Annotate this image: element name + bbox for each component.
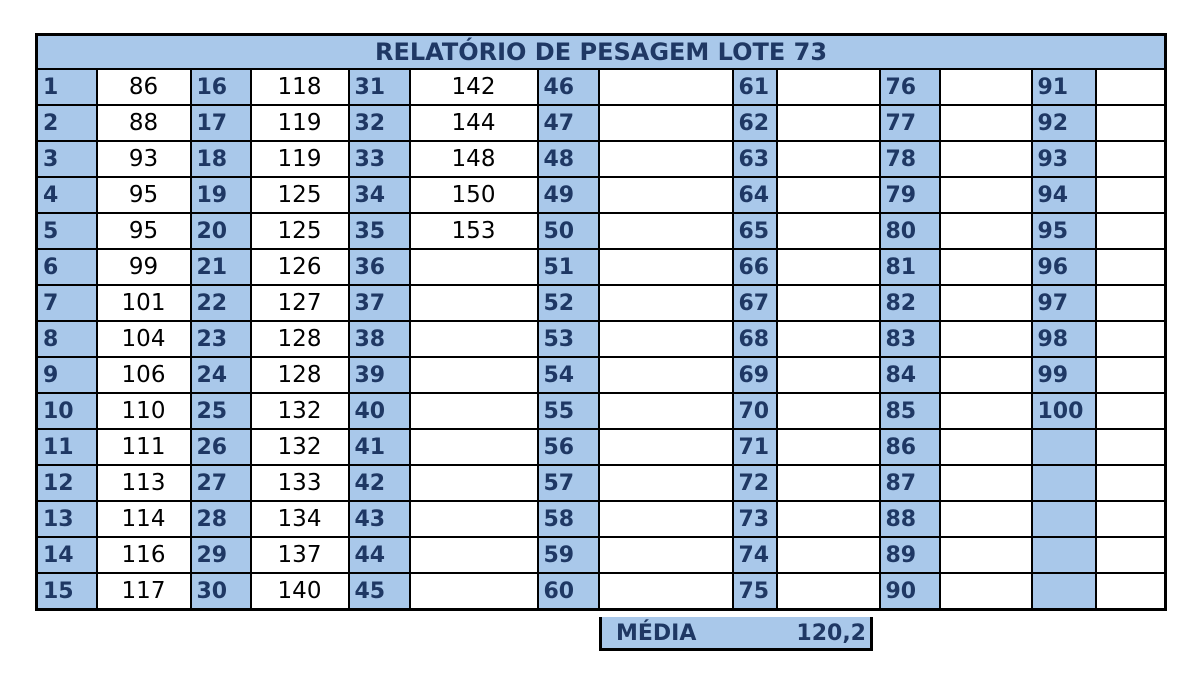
lot-index-cell: 88 xyxy=(880,501,940,537)
weight-cell xyxy=(777,357,880,393)
weight-cell xyxy=(599,501,733,537)
lot-index-cell: 6 xyxy=(37,249,97,285)
weight-cell: 106 xyxy=(97,357,191,393)
weight-cell: 137 xyxy=(251,537,349,573)
weight-cell xyxy=(1096,357,1166,393)
lot-index-cell: 53 xyxy=(538,321,599,357)
lot-index-cell: 1 xyxy=(37,69,97,105)
weight-cell xyxy=(777,213,880,249)
lot-index-cell: 79 xyxy=(880,177,940,213)
table-row xyxy=(37,429,1166,465)
lot-index-cell: 41 xyxy=(349,429,410,465)
weight-cell xyxy=(1096,249,1166,285)
weight-cell: 148 xyxy=(410,141,538,177)
weight-cell xyxy=(1096,105,1166,141)
weight-cell xyxy=(599,69,733,105)
weight-cell: 118 xyxy=(251,69,349,105)
weight-cell xyxy=(1096,501,1166,537)
weight-cell xyxy=(777,69,880,105)
lot-index-cell: 72 xyxy=(733,465,777,501)
weight-cell: 119 xyxy=(251,141,349,177)
table-row xyxy=(37,357,1166,393)
weight-cell xyxy=(599,177,733,213)
weight-cell xyxy=(1096,465,1166,501)
lot-index-cell: 93 xyxy=(1032,141,1096,177)
lot-index-cell: 96 xyxy=(1032,249,1096,285)
weight-cell: 104 xyxy=(97,321,191,357)
lot-index-cell: 50 xyxy=(538,213,599,249)
lot-index-cell: 46 xyxy=(538,69,599,105)
lot-index-cell: 86 xyxy=(880,429,940,465)
weight-cell xyxy=(410,465,538,501)
weight-cell xyxy=(940,69,1032,105)
lot-index-cell: 74 xyxy=(733,537,777,573)
lot-index-cell: 92 xyxy=(1032,105,1096,141)
weight-cell xyxy=(410,357,538,393)
lot-index-cell: 90 xyxy=(880,573,940,610)
lot-index-cell: 22 xyxy=(191,285,251,321)
lot-index-cell: 18 xyxy=(191,141,251,177)
table-row xyxy=(37,537,1166,573)
average-label: MÉDIA xyxy=(616,621,697,646)
weight-cell xyxy=(777,465,880,501)
lot-index-cell: 51 xyxy=(538,249,599,285)
table-row xyxy=(37,141,1166,177)
lot-index-cell: 55 xyxy=(538,393,599,429)
lot-index-cell: 68 xyxy=(733,321,777,357)
lot-index-cell: 11 xyxy=(37,429,97,465)
lot-index-cell: 48 xyxy=(538,141,599,177)
weight-cell xyxy=(1096,69,1166,105)
weight-cell: 150 xyxy=(410,177,538,213)
lot-index-cell: 2 xyxy=(37,105,97,141)
weight-cell xyxy=(940,393,1032,429)
weight-cell xyxy=(1096,321,1166,357)
lot-index-cell: 99 xyxy=(1032,357,1096,393)
lot-index-cell: 80 xyxy=(880,213,940,249)
weight-cell: 114 xyxy=(97,501,191,537)
table-row xyxy=(37,105,1166,141)
lot-index-cell: 38 xyxy=(349,321,410,357)
table-row xyxy=(37,249,1166,285)
lot-index-cell: 61 xyxy=(733,69,777,105)
lot-index-cell: 36 xyxy=(349,249,410,285)
weight-cell: 153 xyxy=(410,213,538,249)
weight-cell xyxy=(1096,141,1166,177)
lot-index-cell: 20 xyxy=(191,213,251,249)
weight-cell: 128 xyxy=(251,321,349,357)
lot-index-cell: 3 xyxy=(37,141,97,177)
weight-cell: 128 xyxy=(251,357,349,393)
weight-cell: 93 xyxy=(97,141,191,177)
table-row xyxy=(37,321,1166,357)
lot-index-cell: 76 xyxy=(880,69,940,105)
lot-index-cell: 21 xyxy=(191,249,251,285)
lot-index-cell: 57 xyxy=(538,465,599,501)
weight-cell xyxy=(940,285,1032,321)
weight-cell xyxy=(777,249,880,285)
lot-index-cell: 8 xyxy=(37,321,97,357)
weight-cell xyxy=(410,393,538,429)
lot-index-cell: 30 xyxy=(191,573,251,610)
lot-index-cell: 77 xyxy=(880,105,940,141)
lot-index-cell: 33 xyxy=(349,141,410,177)
lot-index-cell: 7 xyxy=(37,285,97,321)
lot-index-cell: 89 xyxy=(880,537,940,573)
weight-cell xyxy=(940,249,1032,285)
lot-index-cell xyxy=(1032,537,1096,573)
weight-cell: 95 xyxy=(97,213,191,249)
weight-cell xyxy=(1096,393,1166,429)
lot-index-cell: 52 xyxy=(538,285,599,321)
weight-cell: 134 xyxy=(251,501,349,537)
weight-cell: 101 xyxy=(97,285,191,321)
weight-cell xyxy=(777,537,880,573)
weight-cell xyxy=(599,285,733,321)
weight-cell: 140 xyxy=(251,573,349,610)
weight-cell xyxy=(940,501,1032,537)
lot-index-cell: 87 xyxy=(880,465,940,501)
lot-index-cell: 97 xyxy=(1032,285,1096,321)
weight-cell xyxy=(1096,429,1166,465)
weight-cell xyxy=(940,177,1032,213)
lot-index-cell: 91 xyxy=(1032,69,1096,105)
weight-cell xyxy=(940,537,1032,573)
lot-index-cell: 98 xyxy=(1032,321,1096,357)
weight-cell: 117 xyxy=(97,573,191,610)
weight-cell: 132 xyxy=(251,429,349,465)
table-row xyxy=(37,501,1166,537)
weight-cell xyxy=(1096,537,1166,573)
lot-index-cell: 82 xyxy=(880,285,940,321)
lot-index-cell xyxy=(1032,429,1096,465)
lot-index-cell: 16 xyxy=(191,69,251,105)
weight-cell: 110 xyxy=(97,393,191,429)
lot-index-cell: 10 xyxy=(37,393,97,429)
weight-cell: 86 xyxy=(97,69,191,105)
table-row xyxy=(37,573,1166,610)
lot-index-cell xyxy=(1032,465,1096,501)
weight-cell xyxy=(599,249,733,285)
lot-index-cell: 56 xyxy=(538,429,599,465)
weight-cell xyxy=(1096,177,1166,213)
weight-cell xyxy=(599,213,733,249)
weight-cell: 126 xyxy=(251,249,349,285)
report-title: RELATÓRIO DE PESAGEM LOTE 73 xyxy=(37,35,1166,70)
weight-cell xyxy=(410,285,538,321)
lot-index-cell: 73 xyxy=(733,501,777,537)
weight-cell: 144 xyxy=(410,105,538,141)
weight-cell: 132 xyxy=(251,393,349,429)
weight-cell xyxy=(410,429,538,465)
lot-index-cell: 40 xyxy=(349,393,410,429)
lot-index-cell: 47 xyxy=(538,105,599,141)
lot-index-cell: 39 xyxy=(349,357,410,393)
weight-cell xyxy=(777,501,880,537)
table-row xyxy=(37,393,1166,429)
lot-index-cell: 5 xyxy=(37,213,97,249)
lot-index-cell: 29 xyxy=(191,537,251,573)
weight-cell xyxy=(1096,213,1166,249)
weight-cell: 113 xyxy=(97,465,191,501)
lot-index-cell: 67 xyxy=(733,285,777,321)
lot-index-cell: 23 xyxy=(191,321,251,357)
weight-cell xyxy=(599,321,733,357)
weight-cell: 116 xyxy=(97,537,191,573)
weight-cell xyxy=(777,285,880,321)
lot-index-cell: 62 xyxy=(733,105,777,141)
weight-cell xyxy=(1096,285,1166,321)
lot-index-cell: 42 xyxy=(349,465,410,501)
weight-cell xyxy=(940,429,1032,465)
lot-index-cell: 59 xyxy=(538,537,599,573)
weight-cell xyxy=(940,357,1032,393)
lot-index-cell: 95 xyxy=(1032,213,1096,249)
lot-index-cell: 60 xyxy=(538,573,599,610)
lot-index-cell: 49 xyxy=(538,177,599,213)
weight-cell xyxy=(940,321,1032,357)
lot-index-cell: 9 xyxy=(37,357,97,393)
weight-cell xyxy=(777,177,880,213)
weight-cell xyxy=(777,573,880,610)
weight-cell xyxy=(777,393,880,429)
lot-index-cell: 34 xyxy=(349,177,410,213)
weight-cell: 111 xyxy=(97,429,191,465)
lot-index-cell: 35 xyxy=(349,213,410,249)
average-box xyxy=(599,617,873,651)
weight-cell: 99 xyxy=(97,249,191,285)
weight-cell: 133 xyxy=(251,465,349,501)
weight-cell xyxy=(599,105,733,141)
lot-index-cell: 13 xyxy=(37,501,97,537)
lot-index-cell: 15 xyxy=(37,573,97,610)
lot-index-cell xyxy=(1032,501,1096,537)
weight-cell xyxy=(940,141,1032,177)
lot-index-cell: 83 xyxy=(880,321,940,357)
weight-cell xyxy=(410,501,538,537)
lot-index-cell: 65 xyxy=(733,213,777,249)
weight-cell xyxy=(599,357,733,393)
average-value: 120,2 xyxy=(796,621,866,646)
weight-cell: 88 xyxy=(97,105,191,141)
weight-cell xyxy=(777,429,880,465)
lot-index-cell: 71 xyxy=(733,429,777,465)
weight-cell xyxy=(410,321,538,357)
lot-index-cell: 28 xyxy=(191,501,251,537)
weight-cell xyxy=(410,573,538,610)
lot-index-cell: 75 xyxy=(733,573,777,610)
weight-cell xyxy=(599,573,733,610)
lot-index-cell: 78 xyxy=(880,141,940,177)
table-row xyxy=(37,285,1166,321)
weight-cell xyxy=(940,105,1032,141)
weight-cell xyxy=(599,429,733,465)
weight-cell: 127 xyxy=(251,285,349,321)
lot-index-cell: 12 xyxy=(37,465,97,501)
lot-index-cell: 100 xyxy=(1032,393,1096,429)
weight-cell xyxy=(940,213,1032,249)
lot-index-cell: 94 xyxy=(1032,177,1096,213)
weight-cell: 119 xyxy=(251,105,349,141)
lot-index-cell: 27 xyxy=(191,465,251,501)
lot-index-cell: 26 xyxy=(191,429,251,465)
lot-index-cell: 64 xyxy=(733,177,777,213)
lot-index-cell: 85 xyxy=(880,393,940,429)
lot-index-cell: 70 xyxy=(733,393,777,429)
lot-index-cell: 81 xyxy=(880,249,940,285)
table-row xyxy=(37,213,1166,249)
lot-index-cell: 19 xyxy=(191,177,251,213)
weight-cell xyxy=(599,393,733,429)
weight-cell xyxy=(777,321,880,357)
table-row xyxy=(37,465,1166,501)
table-row xyxy=(37,177,1166,213)
lot-index-cell: 25 xyxy=(191,393,251,429)
weight-cell: 142 xyxy=(410,69,538,105)
weight-cell xyxy=(940,465,1032,501)
table-row xyxy=(37,69,1166,105)
lot-index-cell: 37 xyxy=(349,285,410,321)
weight-cell xyxy=(777,141,880,177)
lot-index-cell: 4 xyxy=(37,177,97,213)
weight-cell xyxy=(940,573,1032,610)
weight-cell xyxy=(1096,573,1166,610)
weight-cell: 125 xyxy=(251,177,349,213)
lot-index-cell: 84 xyxy=(880,357,940,393)
lot-index-cell: 43 xyxy=(349,501,410,537)
weighing-report-table xyxy=(35,33,1167,611)
lot-index-cell: 66 xyxy=(733,249,777,285)
weight-cell: 125 xyxy=(251,213,349,249)
lot-index-cell: 45 xyxy=(349,573,410,610)
lot-index-cell: 69 xyxy=(733,357,777,393)
weight-cell: 95 xyxy=(97,177,191,213)
lot-index-cell: 24 xyxy=(191,357,251,393)
weight-cell xyxy=(777,105,880,141)
lot-index-cell: 32 xyxy=(349,105,410,141)
weight-cell xyxy=(599,141,733,177)
weight-cell xyxy=(410,537,538,573)
weight-cell xyxy=(599,537,733,573)
lot-index-cell: 63 xyxy=(733,141,777,177)
lot-index-cell: 31 xyxy=(349,69,410,105)
lot-index-cell: 14 xyxy=(37,537,97,573)
lot-index-cell: 17 xyxy=(191,105,251,141)
lot-index-cell: 44 xyxy=(349,537,410,573)
weight-cell xyxy=(410,249,538,285)
weight-cell xyxy=(599,465,733,501)
lot-index-cell xyxy=(1032,573,1096,610)
lot-index-cell: 58 xyxy=(538,501,599,537)
lot-index-cell: 54 xyxy=(538,357,599,393)
